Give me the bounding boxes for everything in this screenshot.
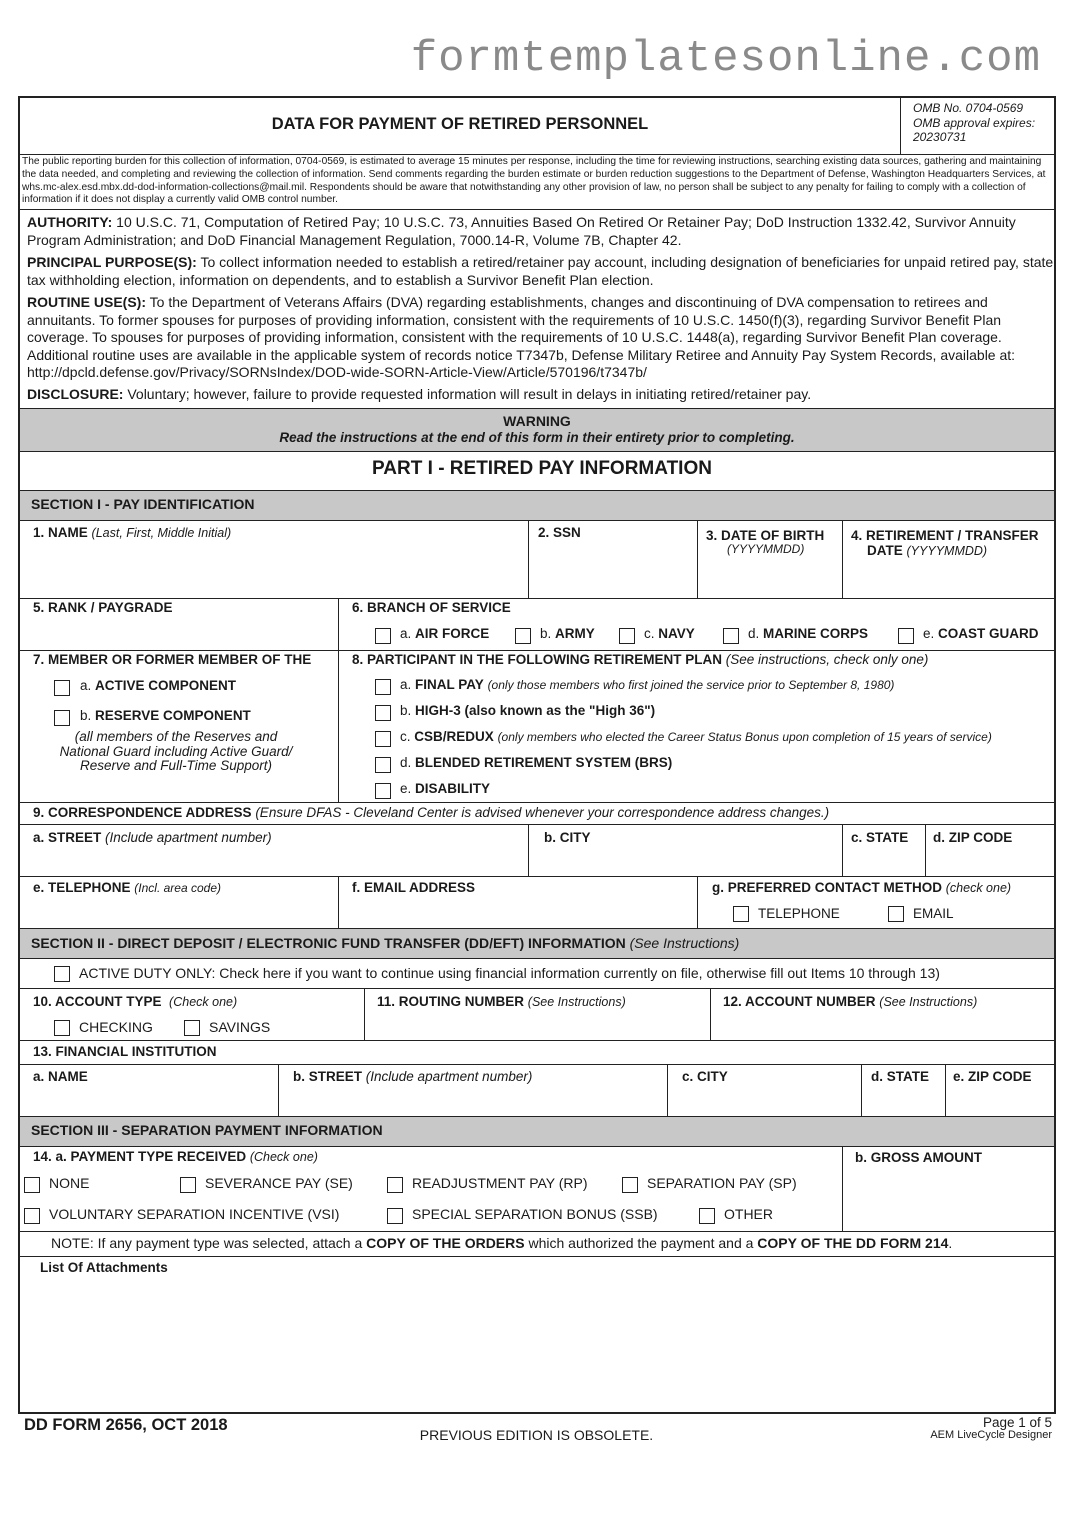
branch-label: 6. BRANCH OF SERVICE xyxy=(352,600,511,615)
readjustment-pay-checkbox[interactable] xyxy=(387,1177,403,1193)
correspondence-address-label: 9. CORRESPONDENCE ADDRESS (Ensure DFAS - Cleveland Center is advised whenever your correspondence address changes.) xyxy=(33,805,830,820)
navy-checkbox[interactable] xyxy=(619,628,635,644)
form-page xyxy=(18,96,1056,1414)
part-title: PART I - RETIRED PAY INFORMATION xyxy=(372,458,712,479)
vsi-label: VOLUNTARY SEPARATION INCENTIVE (VSI) xyxy=(49,1206,340,1222)
purpose-text: PRINCIPAL PURPOSE(S): To collect information needed to establish a retired/retainer pay account, including designation of beneficiaries for unpaid retired pay, state tax withholding election, information on dependents, and to establish a Survivor Benefit Plan election. xyxy=(27,254,1054,288)
city-label[interactable]: b. CITY xyxy=(544,830,591,845)
account-number-label[interactable]: 12. ACCOUNT NUMBER (See Instructions) xyxy=(723,994,978,1009)
watermark: formtemplatesonline.com xyxy=(410,34,1041,84)
disclosure-text: DISCLOSURE: Voluntary; however, failure to provide requested information will result in delays in initiating retired/retainer pay. xyxy=(27,386,812,402)
army-checkbox[interactable] xyxy=(515,628,531,644)
authority-text: AUTHORITY: 10 U.S.C. 71, Computation of Retired Pay; 10 U.S.C. 73, Annuities Based On Retired Or Retainer Pay; DoD Instruction 1332.42, Survivor Annuity Program Administration; and DoD Financial Management Regulation, 7000.14-R, Volume 7B, Chapter 42. xyxy=(27,214,1016,248)
csb-redux-label: c. CSB/REDUX (only members who elected the Career Status Bonus upon completion of 15 years of service) xyxy=(400,729,992,744)
severance-pay-label: SEVERANCE PAY (SE) xyxy=(205,1175,353,1191)
none-checkbox[interactable] xyxy=(24,1177,40,1193)
previous-edition-note: PREVIOUS EDITION IS OBSOLETE. xyxy=(419,1427,654,1443)
bank-state-label[interactable]: d. STATE xyxy=(871,1069,929,1084)
name-label[interactable]: 1. NAME (Last, First, Middle Initial) xyxy=(33,525,232,540)
omb-number: OMB No. 0704-0569 OMB approval expires: 20230731 xyxy=(913,101,1036,144)
section-3-header: SECTION III - SEPARATION PAYMENT INFORMATION xyxy=(31,1122,383,1138)
street-label[interactable]: a. STREET (Include apartment number) xyxy=(33,830,272,845)
retirement-date-label2: DATE (YYYYMMDD) xyxy=(867,543,988,558)
final-pay-label: a. FINAL PAY (only those members who first joined the service prior to September 8, 1980) xyxy=(400,677,895,692)
dob-label[interactable]: 3. DATE OF BIRTH xyxy=(706,528,825,543)
coast-guard-label: e. COAST GUARD xyxy=(923,626,1039,641)
bank-city-label[interactable]: c. CITY xyxy=(682,1069,728,1084)
retirement-date-label[interactable]: 4. RETIREMENT / TRANSFER xyxy=(851,528,1039,543)
designer-note: AEM LiveCycle Designer xyxy=(930,1429,1052,1441)
state-label[interactable]: c. STATE xyxy=(851,830,909,845)
attachments-label[interactable]: List Of Attachments xyxy=(40,1260,168,1275)
ssb-label: SPECIAL SEPARATION BONUS (SSB) xyxy=(412,1206,658,1222)
army-label: b. ARMY xyxy=(540,626,595,641)
member-label: 7. MEMBER OR FORMER MEMBER OF THE xyxy=(33,652,312,667)
air-force-label: a. AIR FORCE xyxy=(400,626,490,641)
zip-label[interactable]: d. ZIP CODE xyxy=(933,830,1013,845)
reserve-note: (all members of the Reserves and National Guard including Active Guard/ Reserve and Full-Time Support) xyxy=(59,729,293,773)
retirement-plan-label: 8. PARTICIPANT IN THE FOLLOWING RETIREMENT PLAN (See instructions, check only one) xyxy=(352,652,929,667)
brs-label: d. BLENDED RETIREMENT SYSTEM (BRS) xyxy=(400,755,673,770)
pref-email-checkbox[interactable] xyxy=(888,906,904,922)
other-label: OTHER xyxy=(724,1206,773,1222)
bank-zip-label[interactable]: e. ZIP CODE xyxy=(953,1069,1032,1084)
severance-pay-checkbox[interactable] xyxy=(180,1177,196,1193)
rank-label[interactable]: 5. RANK / PAYGRADE xyxy=(33,600,173,615)
high3-label: b. HIGH-3 (also known as the "High 36") xyxy=(400,703,656,718)
email-label[interactable]: f. EMAIL ADDRESS xyxy=(352,880,476,895)
disability-checkbox[interactable] xyxy=(375,783,391,799)
none-label: NONE xyxy=(49,1175,90,1191)
savings-checkbox[interactable] xyxy=(184,1020,200,1036)
coast-guard-checkbox[interactable] xyxy=(898,628,914,644)
ssb-checkbox[interactable] xyxy=(387,1208,403,1224)
air-force-checkbox[interactable] xyxy=(375,628,391,644)
separation-pay-checkbox[interactable] xyxy=(622,1177,638,1193)
gross-amount-label[interactable]: b. GROSS AMOUNT xyxy=(855,1150,982,1165)
readjustment-pay-label: READJUSTMENT PAY (RP) xyxy=(412,1175,588,1191)
section-2-header: SECTION II - DIRECT DEPOSIT / ELECTRONIC FUND TRANSFER (DD/EFT) INFORMATION (See Instructions) xyxy=(31,935,740,951)
marine-corps-label: d. MARINE CORPS xyxy=(748,626,869,641)
warning-text: Read the instructions at the end of this form in their entirety prior to completing. xyxy=(279,430,795,445)
marine-corps-checkbox[interactable] xyxy=(723,628,739,644)
navy-label: c. NAVY xyxy=(644,626,695,641)
pref-telephone-checkbox[interactable] xyxy=(733,906,749,922)
routing-number-label[interactable]: 11. ROUTING NUMBER (See Instructions) xyxy=(377,994,626,1009)
brs-checkbox[interactable] xyxy=(375,757,391,773)
vsi-checkbox[interactable] xyxy=(24,1208,40,1224)
checking-label: CHECKING xyxy=(79,1019,153,1035)
checking-checkbox[interactable] xyxy=(54,1020,70,1036)
financial-institution-label: 13. FINANCIAL INSTITUTION xyxy=(33,1044,217,1059)
bank-street-label[interactable]: b. STREET (Include apartment number) xyxy=(293,1069,533,1084)
telephone-label[interactable]: e. TELEPHONE (Incl. area code) xyxy=(33,880,222,895)
dob-hint: (YYYYMMDD) xyxy=(727,542,805,556)
active-component-label: a. ACTIVE COMPONENT xyxy=(80,678,237,693)
preferred-contact-label: g. PREFERRED CONTACT METHOD (check one) xyxy=(712,880,1012,895)
form-title: DATA FOR PAYMENT OF RETIRED PERSONNEL xyxy=(271,115,649,133)
disability-label: e. DISABILITY xyxy=(400,781,491,796)
warning-title: WARNING xyxy=(503,413,571,429)
page-number: Page 1 of 5 xyxy=(982,1415,1052,1430)
active-component-checkbox[interactable] xyxy=(54,680,70,696)
high3-checkbox[interactable] xyxy=(375,705,391,721)
section-1-header: SECTION I - PAY IDENTIFICATION xyxy=(31,496,255,512)
bank-name-label[interactable]: a. NAME xyxy=(33,1069,88,1084)
pref-telephone-label: TELEPHONE xyxy=(758,906,840,921)
pref-email-label: EMAIL xyxy=(913,906,954,921)
active-duty-checkbox[interactable] xyxy=(54,966,70,982)
savings-label: SAVINGS xyxy=(209,1019,271,1035)
other-checkbox[interactable] xyxy=(699,1208,715,1224)
account-type-label: 10. ACCOUNT TYPE (Check one) xyxy=(33,994,238,1009)
reserve-component-checkbox[interactable] xyxy=(54,710,70,726)
separation-pay-label: SEPARATION PAY (SP) xyxy=(647,1175,797,1191)
ssn-label[interactable]: 2. SSN xyxy=(538,525,581,540)
payment-type-label: 14. a. PAYMENT TYPE RECEIVED (Check one) xyxy=(33,1149,318,1164)
reserve-component-label: b. RESERVE COMPONENT xyxy=(80,708,251,723)
orders-note: NOTE: If any payment type was selected, attach a COPY OF THE ORDERS which authorized the payment and a COPY OF THE DD FORM 214. xyxy=(51,1235,953,1251)
active-duty-label: ACTIVE DUTY ONLY: Check here if you want to continue using financial information currently on file, otherwise fill out Items 10 through 13) xyxy=(79,965,940,981)
csb-redux-checkbox[interactable] xyxy=(375,731,391,747)
form-number: DD FORM 2656, OCT 2018 xyxy=(24,1416,228,1434)
burden-statement: The public reporting burden for this collection of information, 0704-0569, is estimated to average 15 minutes per response, including the time for reviewing instructions, searching existing data sources, gathering and maintaining the data needed, and completing and reviewing the collection of information. Send comments regarding the burden estimate or burden reduction suggestions to the Department of Defense, Washington Headquarters Services, at whs.mc-alex.esd.mbx.dd-dod-information-collections@mail.mil. Respondents should be aware that notwithstanding any other provision of law, no person shall be subject to any penalty for failing to comply with a collection of information if it does not display a currently valid OMB control number. xyxy=(22,156,1046,206)
final-pay-checkbox[interactable] xyxy=(375,679,391,695)
routine-use-text: ROUTINE USE(S): To the Department of Veterans Affairs (DVA) regarding establishments, changes and discontinuing of DVA compensation to retirees and annuitants. To former spouses for purposes of providing information, consistent with the requirements of 10 U.S.C. 1450(f)(3), regarding Survivor Benefit Plan coverage. To spouses for purposes of providing information, consistent with the requirements of 10 U.S.C. 1448(a), regarding Survivor Benefit Plan coverage. Additional routine uses are available in the applicable system of records notice T7347b, Defense Military Retiree and Annuity Pay System Records, available at: http://dpcld.defense.gov/Privacy/SORNsIndex/DOD-wide-SORN-Article-View/Article/570196/t7347b/ xyxy=(27,294,1016,380)
